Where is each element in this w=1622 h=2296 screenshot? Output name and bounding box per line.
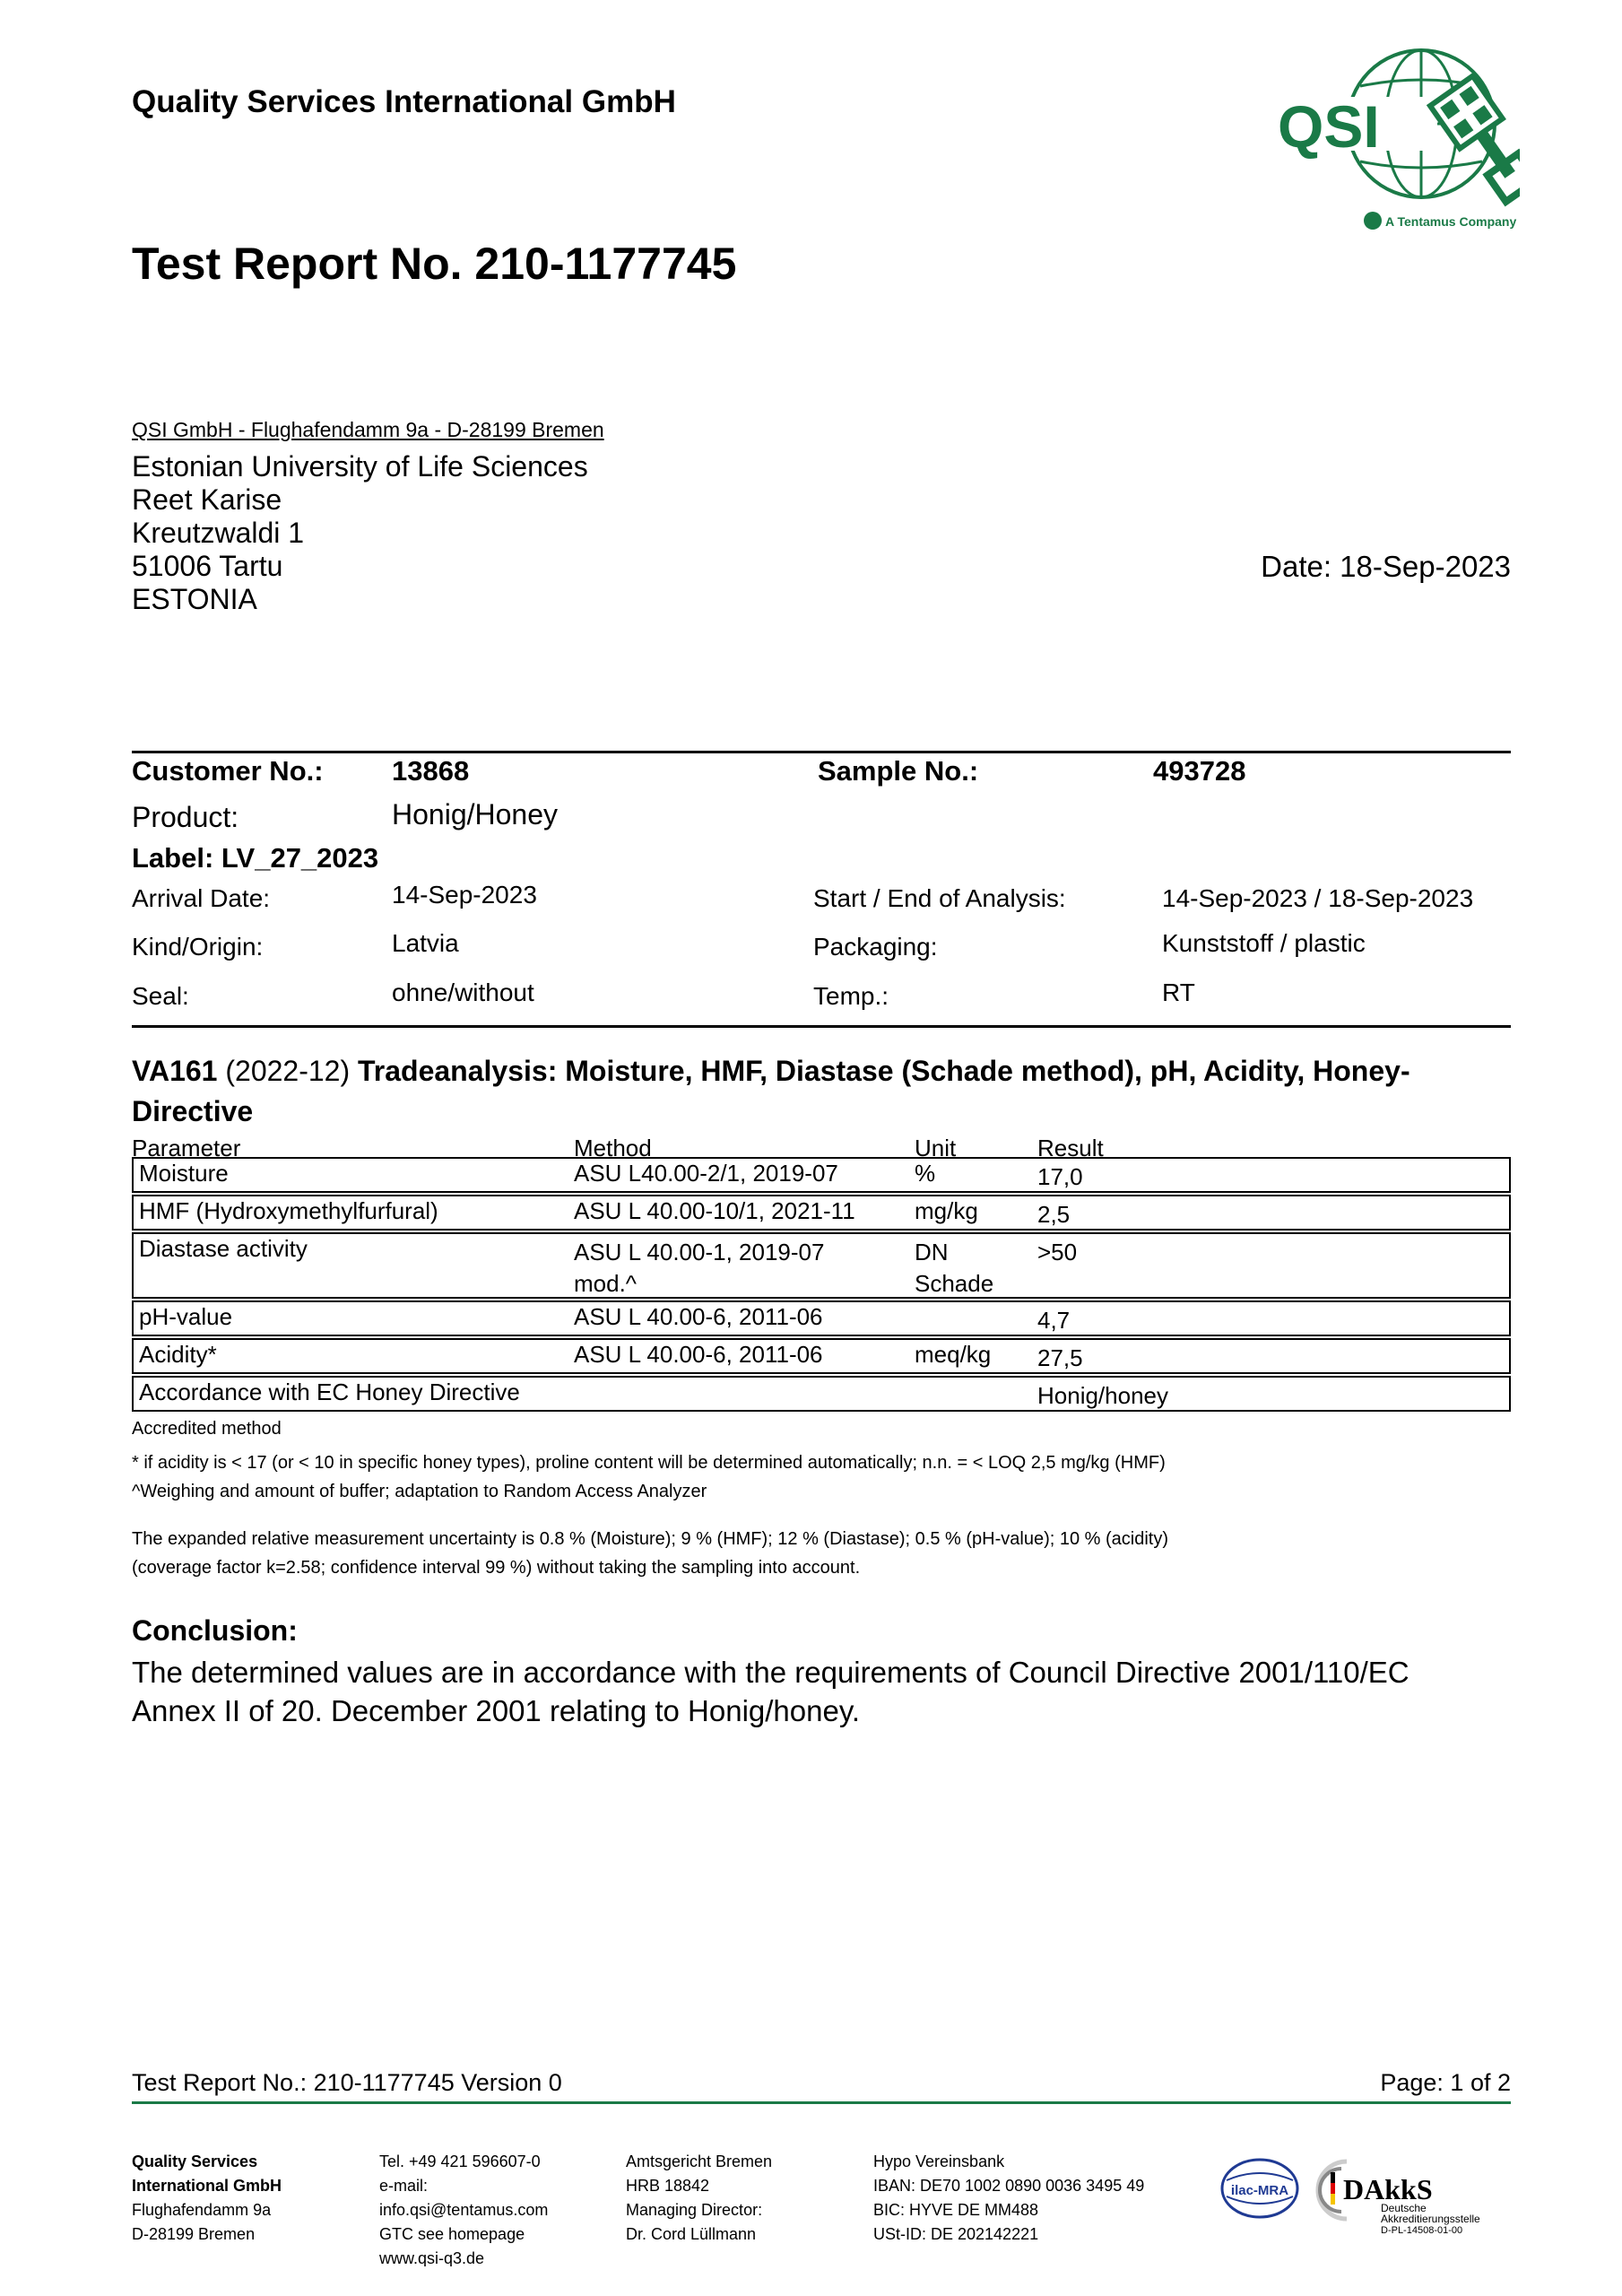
- temp-value: RT: [1162, 978, 1195, 1006]
- uncertainty-note-cont: (coverage factor k=2.58; confidence interval 99 %) without taking the sampling into account.: [132, 1558, 861, 1578]
- table-row: [132, 1157, 1511, 1193]
- cell-result: 17,0: [1037, 1163, 1083, 1190]
- footer-text: info.qsi@tentamus.com: [379, 2201, 549, 2219]
- footer-text: D-28199 Bremen: [132, 2225, 256, 2243]
- seal-value: ohne/without: [392, 978, 534, 1006]
- table-row: [132, 1232, 1511, 1299]
- analysis-code: VA161: [132, 1055, 218, 1087]
- footer-text: e-mail:: [379, 2177, 429, 2195]
- cell-result: 2,5: [1037, 1201, 1071, 1228]
- footer-text: Flughafendamm 9a: [132, 2201, 272, 2219]
- analysis-value: 14-Sep-2023 / 18-Sep-2023: [1162, 884, 1474, 912]
- divider: [132, 1025, 1511, 1028]
- cell-parameter: Accordance with EC Honey Directive: [139, 1378, 520, 1405]
- seal-label: Seal:: [132, 982, 189, 1010]
- svg-text:A Tentamus Company: A Tentamus Company: [1385, 214, 1517, 229]
- cell-parameter: Acidity*: [139, 1341, 217, 1368]
- footer-text: GTC see homepage: [379, 2225, 525, 2243]
- cell-parameter: pH-value: [139, 1303, 233, 1330]
- col-header-parameter: Parameter: [132, 1135, 241, 1161]
- company-name: Quality Services International GmbH: [132, 84, 676, 119]
- address-line: Kreutzwaldi 1: [132, 517, 305, 549]
- cell-method: ASU L 40.00-1, 2019-07: [574, 1239, 825, 1265]
- footer-text: BIC: HYVE DE MM488: [873, 2201, 1039, 2219]
- sample-value: 493728: [1153, 755, 1246, 787]
- arrival-value: 14-Sep-2023: [392, 881, 537, 909]
- svg-text:Akkreditierungsstelle: Akkreditierungsstelle: [1381, 2213, 1480, 2225]
- page-number: Page: 1 of 2: [1380, 2069, 1511, 2096]
- footer-text: Managing Director:: [626, 2201, 763, 2219]
- footer-divider: [132, 2101, 1511, 2104]
- footer-text: Tel. +49 421 596607-0: [379, 2152, 541, 2170]
- conclusion-text: The determined values are in accordance with the requirements of Council Directive 2001/110/EC Annex II of 20. December 2001 relating to Honig/honey.: [132, 1656, 1409, 1727]
- cell-method: ASU L 40.00-10/1, 2021-11: [574, 1197, 855, 1224]
- product-value: Honig/Honey: [392, 798, 558, 831]
- sender-line: QSI GmbH - Flughafendamm 9a - D-28199 Bremen: [132, 418, 604, 441]
- address-line: 51006 Tartu: [132, 550, 283, 582]
- footer-text: USt-ID: DE 202142221: [873, 2225, 1039, 2243]
- packaging-value: Kunststoff / plastic: [1162, 929, 1366, 957]
- packaging-label: Packaging:: [813, 933, 938, 961]
- cell-unit: mg/kg: [915, 1197, 978, 1224]
- customer-value: 13868: [392, 755, 470, 787]
- divider: [132, 751, 1511, 753]
- cell-parameter: Moisture: [139, 1160, 229, 1187]
- table-row: [132, 1376, 1511, 1412]
- cell-method-cont: mod.^: [574, 1270, 638, 1297]
- cell-method: ASU L 40.00-6, 2011-06: [574, 1341, 823, 1368]
- ilac-mra-logo: [1219, 2157, 1300, 2220]
- cell-unit: DN: [915, 1239, 949, 1265]
- col-header-method: Method: [574, 1135, 652, 1161]
- footer-report-line: Test Report No.: 210-1177745 Version 0: [132, 2069, 562, 2096]
- address-line: ESTONIA: [132, 583, 257, 615]
- footer-text: Quality Services: [132, 2152, 258, 2170]
- footer-text: www.qsi-q3.de: [379, 2249, 485, 2266]
- analysis-label: Start / End of Analysis:: [813, 884, 1066, 912]
- svg-text:QSI: QSI: [1278, 93, 1380, 160]
- footer-text: Hypo Vereinsbank: [873, 2152, 1005, 2170]
- accredited-note: Accredited method: [132, 1419, 282, 1439]
- recipient-address: [132, 450, 588, 616]
- footer-contact: [379, 2150, 548, 2266]
- svg-text:DAkkS: DAkkS: [1343, 2173, 1433, 2205]
- footnote-weighing: ^Weighing and amount of buffer; adaptation to Random Access Analyzer: [132, 1482, 707, 1501]
- address-line: Reet Karise: [132, 483, 282, 516]
- svg-text:ilac-MRA: ilac-MRA: [1230, 2183, 1289, 2198]
- footer-bank: [873, 2150, 1144, 2247]
- col-header-unit: Unit: [915, 1135, 957, 1161]
- kind-label: Kind/Origin:: [132, 933, 264, 961]
- footer-text: International GmbH: [132, 2177, 282, 2195]
- cell-result: Honig/honey: [1037, 1382, 1168, 1409]
- footer-text: Amtsgericht Bremen: [626, 2152, 773, 2170]
- cell-parameter: HMF (Hydroxymethylfurfural): [139, 1197, 438, 1224]
- footnote-acidity: * if acidity is < 17 (or < 10 in specific honey types), proline content will be determined automatically; n.n. = < LOQ 2,5 mg/kg (HMF): [132, 1453, 1166, 1473]
- table-row: [132, 1338, 1511, 1374]
- cell-method: ASU L 40.00-6, 2011-06: [574, 1303, 823, 1330]
- temp-label: Temp.:: [813, 982, 889, 1010]
- report-title: Test Report No. 210-1177745: [132, 239, 737, 289]
- conclusion-heading: Conclusion:: [132, 1614, 298, 1647]
- dakks-logo: [1311, 2154, 1515, 2235]
- analysis-heading: [132, 1051, 1511, 1132]
- cell-method: ASU L40.00-2/1, 2019-07: [574, 1160, 838, 1187]
- footer-text: HRB 18842: [626, 2177, 710, 2195]
- analysis-title: Tradeanalysis: Moisture, HMF, Diastase (Schade method), pH, Acidity, Honey-Directive: [132, 1055, 1410, 1127]
- cell-result: 4,7: [1037, 1307, 1071, 1334]
- qsi-logo: [1278, 47, 1520, 235]
- svg-text:Deutsche: Deutsche: [1381, 2202, 1427, 2214]
- table-row: [132, 1300, 1511, 1336]
- svg-text:D-PL-14508-01-00: D-PL-14508-01-00: [1381, 2225, 1463, 2235]
- cell-unit: %: [915, 1160, 936, 1187]
- cell-unit-cont: Schade: [915, 1270, 994, 1297]
- cell-result: >50: [1037, 1239, 1078, 1265]
- label-line: Label: LV_27_2023: [132, 842, 379, 874]
- product-label: Product:: [132, 801, 239, 833]
- col-header-result: Result: [1037, 1135, 1104, 1161]
- report-date: Date: 18-Sep-2023: [1261, 550, 1511, 583]
- address-line: Estonian University of Life Sciences: [132, 450, 588, 483]
- kind-value: Latvia: [392, 929, 459, 957]
- cell-parameter: Diastase activity: [139, 1235, 308, 1262]
- customer-label: Customer No.:: [132, 755, 324, 787]
- uncertainty-note: The expanded relative measurement uncertainty is 0.8 % (Moisture); 9 % (HMF); 12 % (Diastase); 0.5 % (pH-value); 10 % (acidity): [132, 1529, 1168, 1549]
- table-row: [132, 1195, 1511, 1231]
- arrival-label: Arrival Date:: [132, 884, 271, 912]
- footer-registry: [626, 2150, 772, 2247]
- cell-unit: meq/kg: [915, 1341, 992, 1368]
- sample-label: Sample No.:: [818, 755, 979, 787]
- cell-result: 27,5: [1037, 1344, 1083, 1371]
- footer-company: [132, 2150, 282, 2247]
- footer-text: Dr. Cord Lüllmann: [626, 2225, 757, 2243]
- footer-text: IBAN: DE70 1002 0890 0036 3495 49: [873, 2177, 1145, 2195]
- analysis-version: (2022-12): [225, 1055, 351, 1087]
